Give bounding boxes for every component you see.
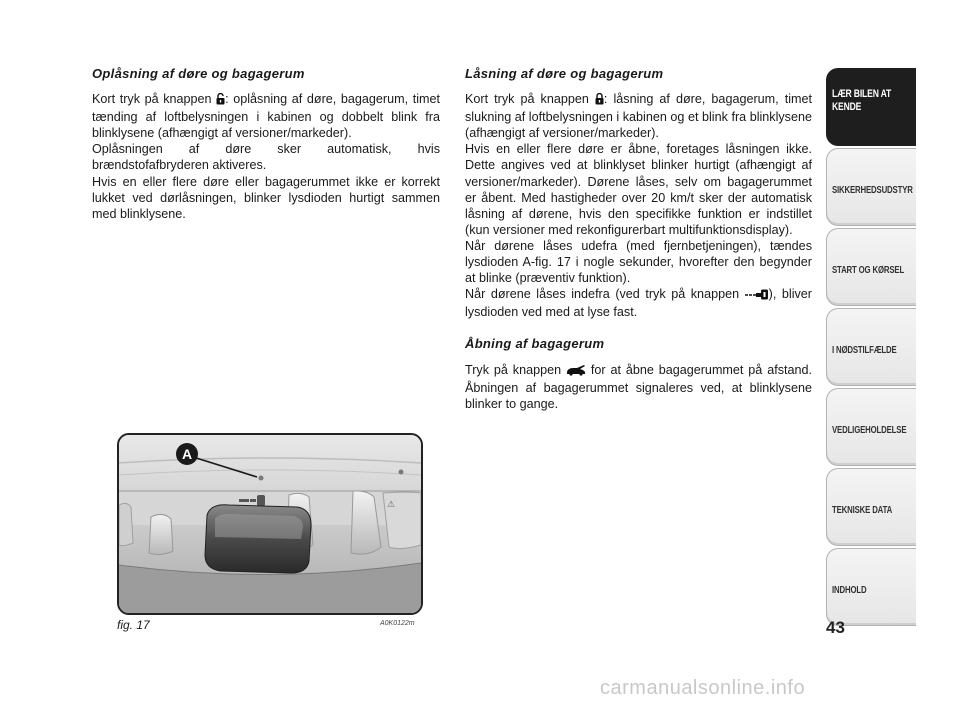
unlock-icon [216,93,225,109]
tab-vedligeholdelse[interactable]: VEDLIGEHOLDELSE [826,388,916,466]
tab-start-og-korsel[interactable]: START OG KØRSEL [826,228,916,306]
section-heading-trunk: Åbning af bagagerum [465,336,605,352]
tab-i-nodstilfaelde[interactable]: I NØDSTILFÆLDE [826,308,916,386]
key-lock-icon [745,288,769,304]
page-number: 43 [826,618,845,637]
left-column [92,66,440,222]
paragraph-trunk-open: Tryk på knappen for at åbne bagagerummet på afstand. Åbningen af bagagerummet signaleres ved, at blinklysene blinker to gange. [465,362,812,411]
tab-laer-bilen-at-kende[interactable]: LÆR BILEN AT KENDE [826,68,916,146]
section-heading-locking: Låsning af døre og bagagerum [465,66,664,81]
figure-door-lock-button [117,433,423,615]
watermark-url: carmanualsonline.info [600,677,806,699]
paragraph-lock-press: Kort tryk på knappen : låsning af døre, bagagerum, timet slukning af loftbelysningen i kabinen og et blink fra blinklysene (afhængigt af versioner/markeder). [465,92,812,141]
section-heading-unlocking: Oplåsning af døre og bagagerum [92,66,305,81]
roof-console-illustration [119,435,421,613]
figure-caption: fig. 17 [117,618,150,632]
svg-text:⚠: ⚠ [387,499,396,509]
paragraph-auto-unlock: Oplåsningen af døre sker automatisk, hvis brændstofafbryderen aktiveres. [92,142,440,173]
paragraph-lock-inside: Når dørene låses indefra (ved tryk på knappen ), bliver lysdioden ved med at lyse fast. [465,287,812,320]
door-lock-button [205,505,311,573]
tab-tekniske-data[interactable]: TEKNISKE DATA [826,468,916,546]
figure-code: A0K0122m [380,620,415,627]
paragraph-led-remote: Når dørene låses udefra (med fjernbetjeningen), tændes lysdioden A-fig. 17 i nogle sekunder, hvorefter den begynder at blinke (præventiv funktion). [465,238,812,286]
tab-sikkerhedsudstyr[interactable]: SIKKERHEDSUDSTYR [826,148,916,226]
lock-icon [595,93,604,109]
paragraph-led-blink: Hvis en eller flere døre eller bagagerummet ikke er korrekt lukket ved dørlåsningen, blinker lysdioden hurtigt sammen med blinklysene. [92,174,440,221]
label-a: A [181,446,193,462]
tab-indhold[interactable]: INDHOLD [826,548,916,626]
trunk-open-icon [566,364,586,380]
chapter-sidebar [826,68,916,628]
right-column [465,66,812,412]
paragraph-doors-open: Hvis en eller flere døre er åbne, foretages låsningen ikke. Dette angives ved at blinklyset blinker hurtigt (afhængigt af versioner/markeder). Dørene låses, selv om bagagerummet er åbent. Med hastigheder over 20 km/t sker der automatisk låsning af dørene, hvis den specifikke funktion er indstillet (kun versioner med rekonfigurerbart multifunktionsdisplay). [465,142,812,237]
paragraph-unlock-press: Kort tryk på knappen : oplåsning af døre, bagagerum, timet tænding af loftbelysningen i kabinen og dobbelt blink fra blinklysene (afhængigt af versioner/markeder). [92,92,440,141]
